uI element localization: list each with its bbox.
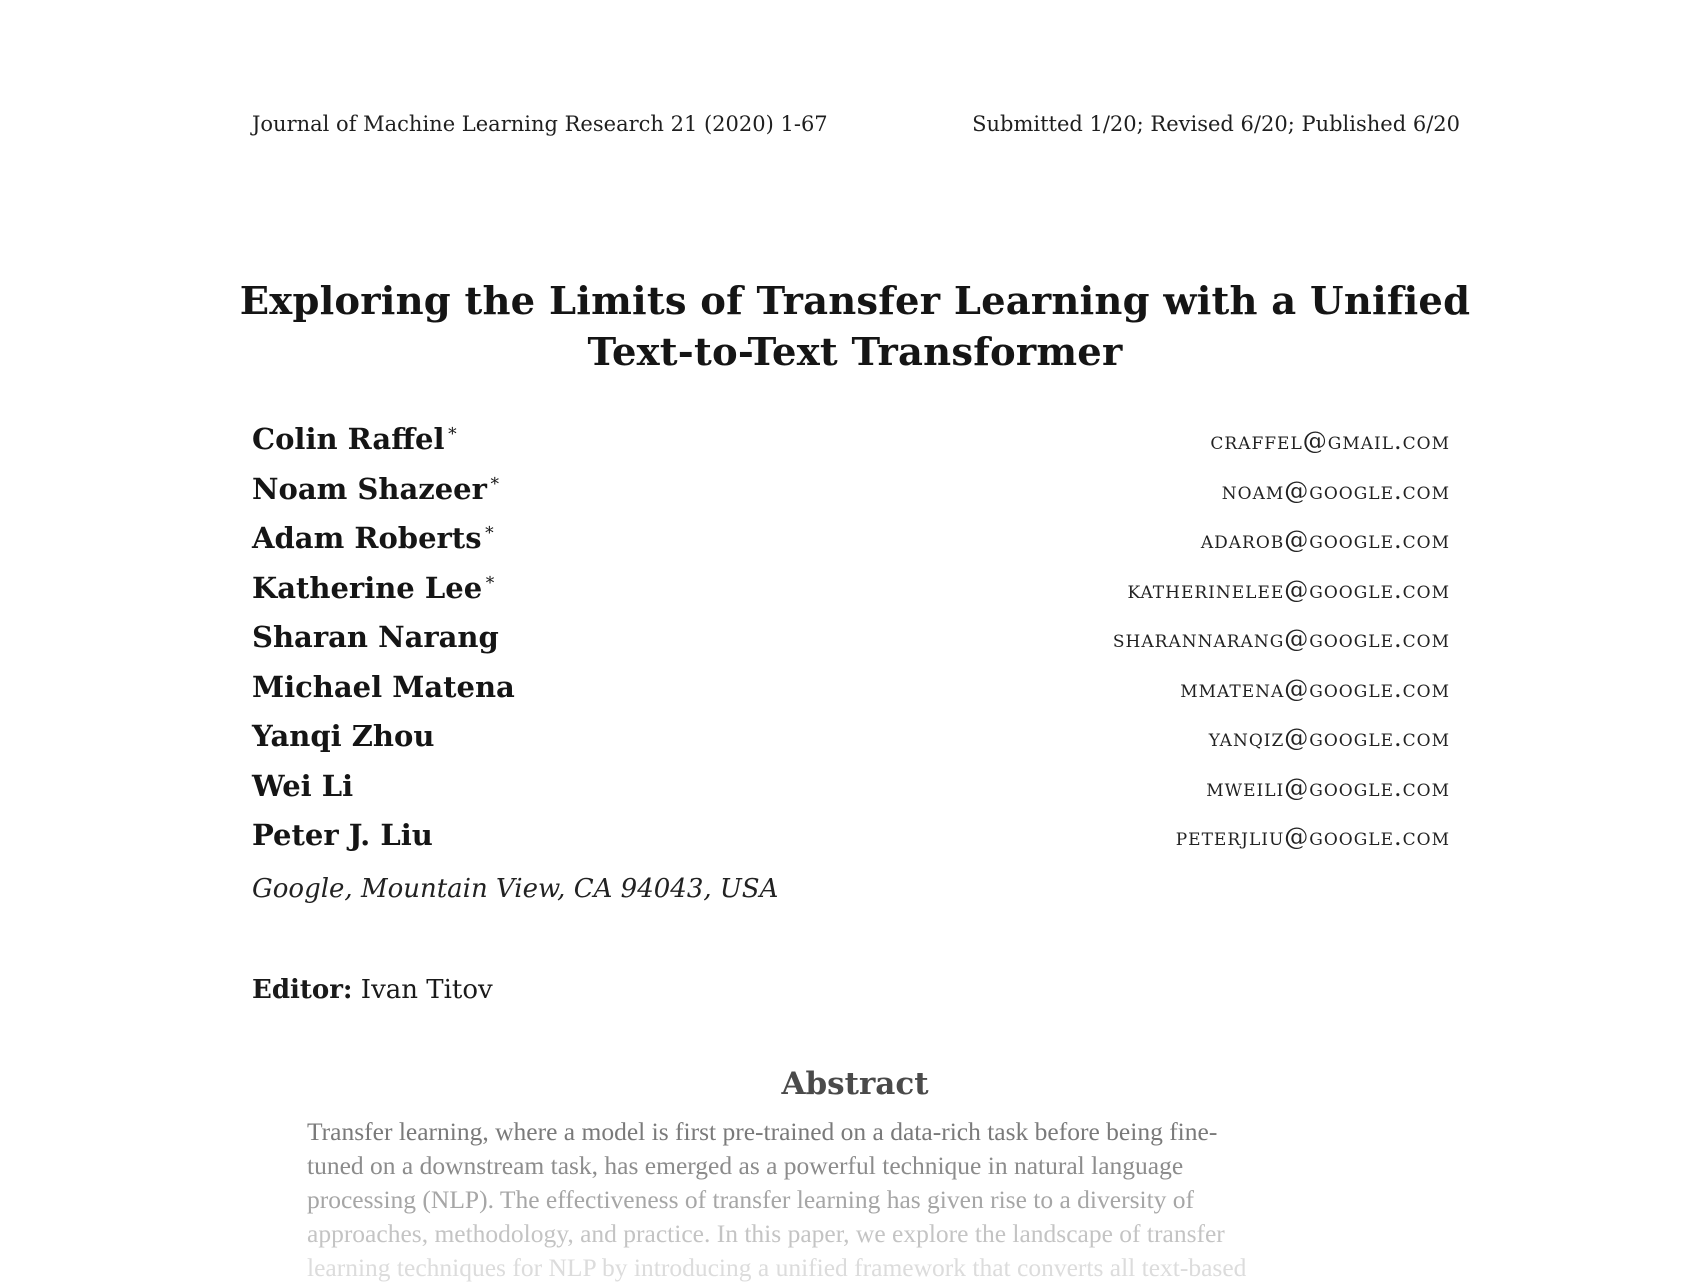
author-email[interactable]: craffel@gmail.com (1210, 427, 1450, 455)
author-row (252, 769, 1450, 819)
author-row (252, 818, 1450, 868)
abstract-body (307, 1115, 1405, 1285)
author-email[interactable]: noam@google.com (1221, 476, 1450, 505)
publication-dates: Submitted 1/20; Revised 6/20; Published 6/20 (972, 112, 1460, 136)
author-email[interactable]: katherinelee@google.com (1127, 575, 1450, 604)
author-name: Adam Roberts ∗ (252, 520, 496, 555)
editor-label: Editor: (252, 975, 353, 1005)
equal-contribution-mark: ∗ (446, 421, 459, 442)
author-name: Peter J. Liu (252, 818, 433, 852)
author-name: Michael Matena (252, 669, 515, 704)
affiliation: Google, Mountain View, CA 94043, USA (252, 874, 779, 904)
author-row (252, 521, 1450, 571)
author-row (252, 620, 1450, 670)
equal-contribution-mark: ∗ (488, 470, 501, 491)
author-list (252, 422, 1450, 868)
author-row (252, 571, 1450, 621)
author-row (252, 719, 1450, 769)
editor-line (252, 975, 493, 1005)
author-email[interactable]: peterjliu@google.com (1175, 823, 1450, 851)
abstract-line: learning techniques for NLP by introducing a unified framework that converts all text-based (307, 1253, 1247, 1282)
author-row (252, 472, 1450, 522)
author-email[interactable]: mweili@google.com (1206, 773, 1450, 802)
author-email[interactable]: yanqiz@google.com (1208, 724, 1450, 752)
equal-contribution-mark: ∗ (484, 569, 496, 590)
author-name: Yanqi Zhou (252, 719, 435, 753)
equal-contribution-mark: ∗ (483, 520, 496, 541)
abstract-heading: Abstract (781, 1066, 929, 1102)
author-email[interactable]: sharannarang@google.com (1112, 625, 1450, 653)
author-name: Noam Shazeer ∗ (252, 470, 501, 506)
author-row (252, 422, 1450, 472)
author-email[interactable]: adarob@google.com (1200, 526, 1450, 554)
abstract-line: processing (NLP). The effectiveness of transfer learning has given rise to a diversity of (307, 1185, 1195, 1214)
journal-header (252, 112, 1460, 136)
author-email[interactable]: mmatena@google.com (1180, 674, 1450, 703)
journal-citation: Journal of Machine Learning Research 21 (2020) 1-67 (252, 112, 828, 136)
abstract-line: Transfer learning, where a model is first pre-trained on a data-rich task before being fine- (307, 1117, 1218, 1146)
paper-title (200, 276, 1510, 378)
author-name: Sharan Narang (252, 620, 499, 654)
author-name: Colin Raffel ∗ (252, 421, 459, 456)
author-name: Katherine Lee ∗ (252, 569, 496, 605)
author-row (252, 670, 1450, 720)
abstract-line: approaches, methodology, and practice. In this paper, we explore the landscape of transfer (307, 1219, 1225, 1248)
title-line-1: Exploring the Limits of Transfer Learning with a Unified (239, 279, 1471, 324)
abstract-line: tuned on a downstream task, has emerged as a powerful technique in natural language (307, 1151, 1184, 1180)
author-name: Wei Li (252, 768, 354, 803)
title-line-2: Text-to-Text Transformer (587, 330, 1123, 375)
editor-name: Ivan Titov (360, 975, 493, 1005)
